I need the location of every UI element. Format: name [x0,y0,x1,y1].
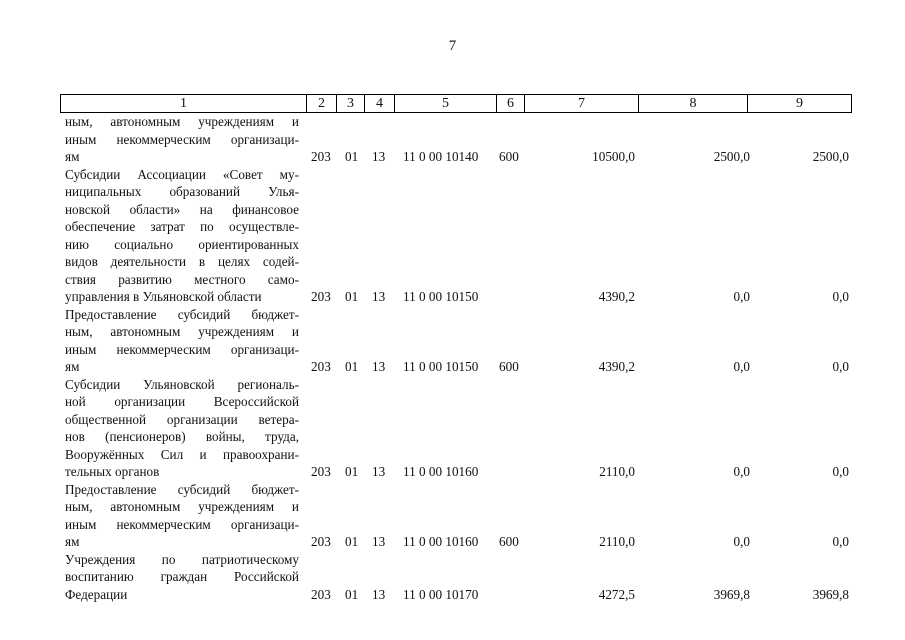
cell-col-4: 13 [372,289,386,304]
description-line: иным некоммерческим организаци- [65,516,299,532]
cell-col-5: 11 0 00 10150 [403,359,479,374]
table-row [0,306,905,376]
cell-col-6: 600 [499,534,519,549]
cell-col-8: 0,0 [733,289,750,304]
row-description [65,113,299,166]
description-line: видов деятельности в целях содей- [65,254,299,269]
description-line: Субсидии Ульяновской региональ- [65,376,299,392]
cell-col-3: 01 [345,359,359,374]
description-line: новской области» на финансовое [65,201,299,217]
table-row [0,481,905,551]
table-row [0,166,905,306]
row-description [65,481,299,551]
description-line: Вооружённых Сил и правоохрани- [65,446,299,462]
description-line: Федерации [65,586,128,602]
cell-col-2: 203 [311,534,331,549]
cell-col-6: 600 [499,359,519,374]
description-line: Предоставление субсидий бюджет- [65,306,299,322]
cell-col-3: 01 [345,534,359,549]
cell-col-3: 01 [345,464,359,479]
cell-col-9: 0,0 [832,359,849,374]
row-description [65,306,299,376]
cell-col-9: 0,0 [832,289,849,304]
cell-col-9: 0,0 [832,464,849,479]
description-line: тельных органов [65,464,160,479]
cell-col-9: 2500,0 [812,149,849,164]
cell-col-9: 0,0 [832,534,849,549]
row-description [65,166,299,306]
description-line: иным некоммерческим организаци- [65,131,299,147]
description-line: Предоставление субсидий бюджет- [65,481,299,497]
description-line: нию социально ориентированных [65,236,299,252]
cell-col-8: 0,0 [733,359,750,374]
page-number: 7 [448,38,457,54]
cell-col-3: 01 [345,586,359,602]
cell-col-5: 11 0 00 10140 [403,149,479,164]
description-line: ным, автономным учреждениям и [65,114,299,129]
header-col-4: 4 [365,95,395,113]
description-line: ствия развитию местного само- [65,271,299,287]
cell-col-5: 11 0 00 10160 [403,534,479,549]
header-col-5: 5 [395,95,497,113]
cell-col-9: 3969,8 [812,586,849,602]
cell-col-8: 2500,0 [713,149,750,164]
description-line: нов (пенсионеров) войны, труда, [65,429,299,444]
description-line: ным, автономным учреждениям и [65,324,299,339]
header-col-2: 2 [307,95,337,113]
row-description [65,551,299,604]
description-line: ниципальных образований Улья- [65,184,299,199]
cell-col-3: 01 [345,149,359,164]
header-col-3: 3 [337,95,365,113]
cell-col-4: 13 [372,534,386,549]
description-line: ям [65,149,80,164]
cell-col-8: 3969,8 [713,586,750,602]
column-header-row [60,94,852,113]
cell-col-8: 0,0 [733,464,750,479]
description-line: обеспечение затрат по осуществле- [65,219,299,234]
header-col-1: 1 [61,95,307,113]
cell-col-7: 4390,2 [598,359,635,374]
cell-col-3: 01 [345,289,359,304]
cell-col-4: 13 [372,359,386,374]
description-line: ным, автономным учреждениям и [65,499,299,514]
table-row [0,551,905,604]
table-row [0,113,905,166]
cell-col-2: 203 [311,289,331,304]
cell-col-6: 600 [499,149,519,164]
description-line: воспитанию граждан Российской [65,569,299,584]
description-line: Учреждения по патриотическому [65,551,299,567]
header-col-8: 8 [639,95,748,113]
description-line: ям [65,534,80,549]
cell-col-7: 4390,2 [598,289,635,304]
description-line: ям [65,359,80,374]
cell-col-7: 4272,5 [598,586,635,602]
table-row [0,376,905,481]
cell-col-2: 203 [311,359,331,374]
cell-col-2: 203 [311,586,331,602]
cell-col-2: 203 [311,149,331,164]
cell-col-5: 11 0 00 10160 [403,464,479,479]
cell-col-5: 11 0 00 10150 [403,289,479,304]
description-line: ной организации Всероссийской [65,394,299,409]
cell-col-4: 13 [372,464,386,479]
description-line: иным некоммерческим организаци- [65,341,299,357]
cell-col-7: 10500,0 [592,149,635,164]
description-line: Субсидии Ассоциации «Совет му- [65,166,299,182]
description-line: управления в Ульяновской области [65,289,262,304]
cell-col-7: 2110,0 [599,534,635,549]
cell-col-5: 11 0 00 10170 [403,586,479,602]
header-col-6: 6 [497,95,525,113]
header-col-9: 9 [748,95,852,113]
cell-col-2: 203 [311,464,331,479]
cell-col-8: 0,0 [733,534,750,549]
cell-col-7: 2110,0 [599,464,635,479]
cell-col-4: 13 [372,149,386,164]
cell-col-4: 13 [372,586,386,602]
header-col-7: 7 [525,95,639,113]
row-description [65,376,299,481]
description-line: общественной организации ветера- [65,411,299,427]
